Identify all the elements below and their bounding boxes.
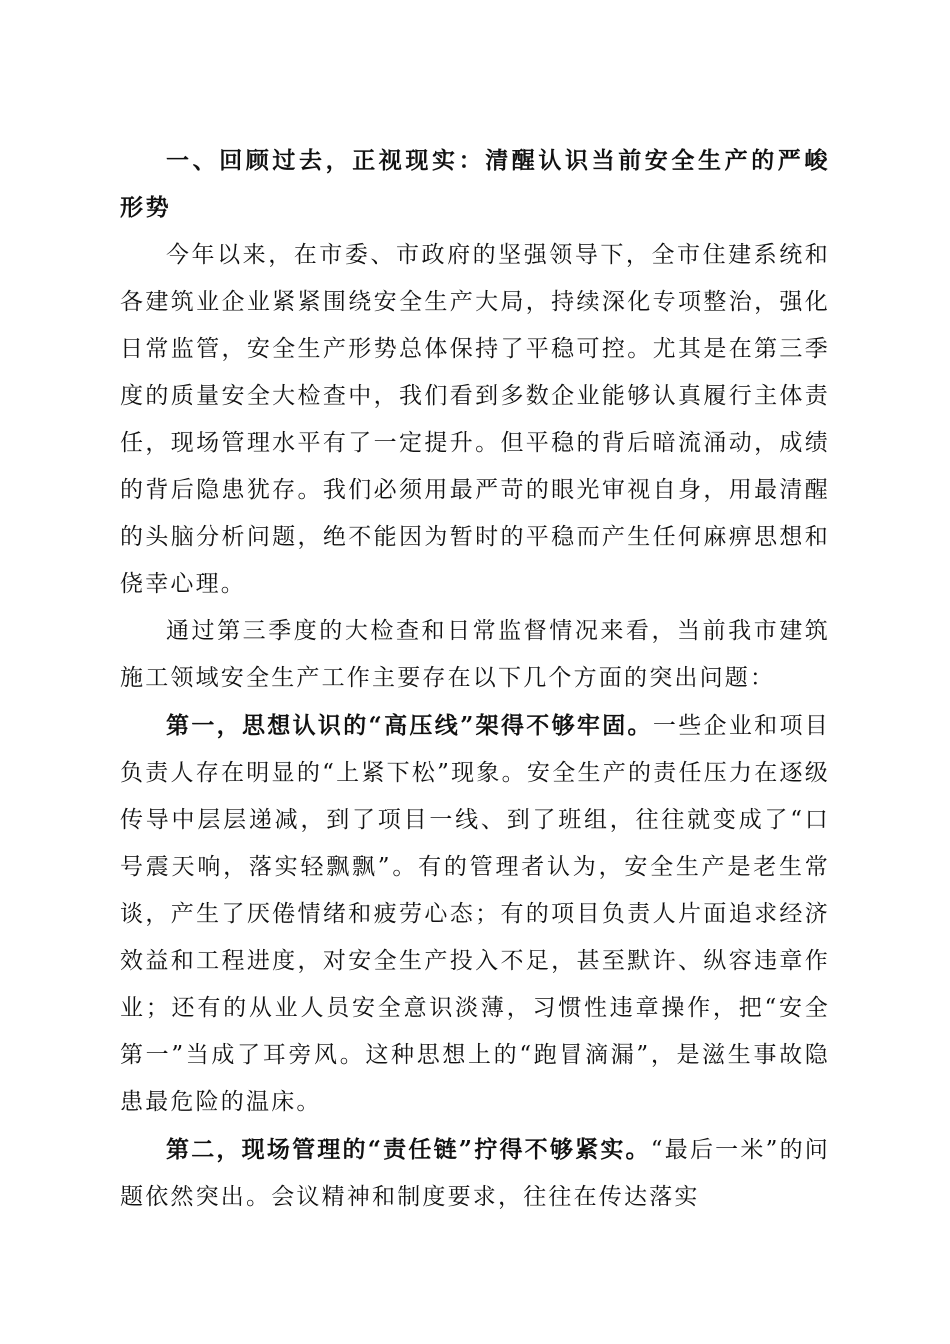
paragraph-point-2: [120, 1126, 830, 1221]
paragraph-intro: 今年以来，在市委、市政府的坚强领导下，全市住建系统和各建筑业企业紧紧围绕安全生产大局，持续深化专项整治，强化日常监管，安全生产形势总体保持了平稳可控。尤其是在第三季度的质量安全大检查中，我们看到多数企业能够认真履行主体责任，现场管理水平有了一定提升。但平稳的背后暗流涌动，成绩的背后隐患犹存。我们必须用最严苛的眼光审视自身，用最清醒的头脑分析问题，绝不能因为暂时的平稳而产生任何麻痹思想和侥幸心理。: [120, 242, 830, 597]
document-body: [120, 138, 830, 1221]
point-2-lead: 第二，现场管理的“责任链”拧得不够紧实。: [166, 1136, 651, 1163]
paragraph-problems-overview: 通过第三季度的大检查和日常监督情况来看，当前我市建筑施工领域安全生产工作主要存在以下几个方面的突出问题：: [120, 618, 830, 691]
point-1-lead: 第一，思想认识的“高压线”架得不够牢固。: [166, 712, 653, 739]
paragraph-point-1: [120, 702, 830, 1126]
section-heading: 一、回顾过去，正视现实：清醒认识当前安全生产的严峻形势: [120, 148, 830, 221]
point-2-body: “最后一米”的问题依然突出。会议精神和制度要求，往往在传达落实: [120, 1137, 830, 1210]
point-1-body: 一些企业和项目负责人存在明显的“上紧下松”现象。安全生产的责任压力在逐级传导中层层递减，到了项目一线、到了班组，往往就变成了“口号震天响，落实轻飘飘”。有的管理者认为，安全生产是老生常谈，产生了厌倦情绪和疲劳心态；有的项目负责人片面追求经济效益和工程进度，对安全生产投入不足，甚至默许、纵容违章作业；还有的从业人员安全意识淡薄，习惯性违章操作，把“安全第一”当成了耳旁风。这种思想上的“跑冒滴漏”，是滋生事故隐患最危险的温床。: [120, 713, 830, 1115]
